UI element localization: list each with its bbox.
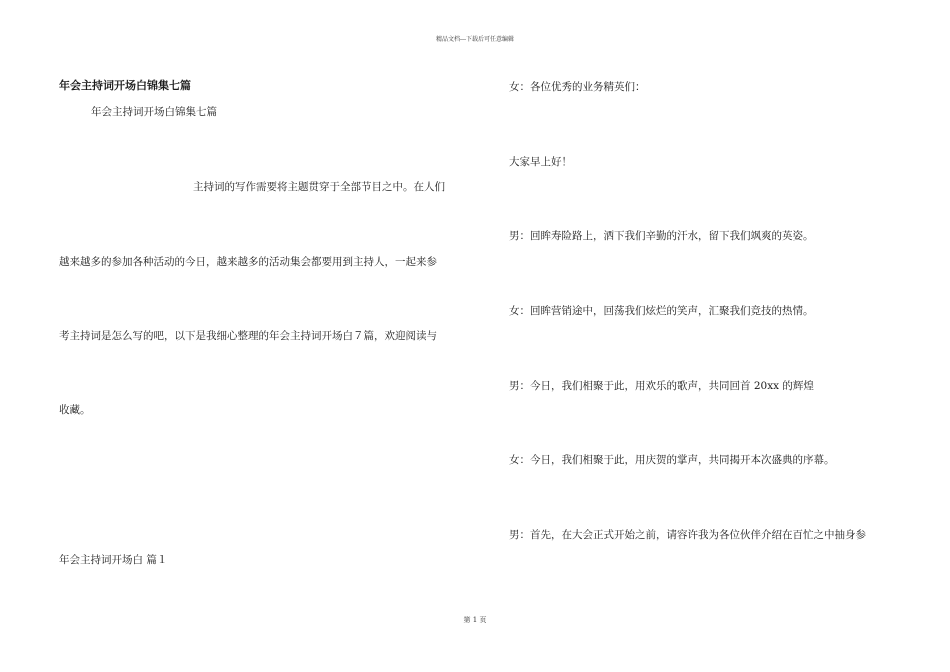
dialogue-line: 男：回眸寿险路上，洒下我们辛勤的汗水，留下我们飒爽的英姿。 — [509, 230, 814, 242]
document-subtitle: 年会主持词开场白锦集七篇 — [91, 106, 217, 118]
dialogue-line: 大家早上好！ — [509, 156, 572, 168]
paragraph-line: 考主持词是怎么写的吧，以下是我细心整理的年会主持词开场白７篇，欢迎阅读与 — [59, 330, 437, 342]
page-header: 精品文档---下载后可任意编辑 — [435, 36, 515, 43]
section-heading: 年会主持词开场白 篇１ — [59, 554, 168, 566]
paragraph-line: 越来越多的参加各种活动的今日，越来越多的活动集会都要用到主持人，一起来参 — [59, 256, 437, 268]
paragraph-line: 主持词的写作需要将主题贯穿于全部节目之中。在人们 — [193, 181, 445, 193]
dialogue-line: 男：首先，在大会正式开始之前，请容许我为各位伙伴介绍在百忙之中抽身参 — [509, 529, 866, 541]
dialogue-line: 女：回眸营销途中，回荡我们炫烂的笑声，汇聚我们竞技的热情。 — [509, 305, 814, 317]
dialogue-line: 女：今日，我们相聚于此，用庆贺的掌声，共同揭开本次盛典的序幕。 — [509, 454, 835, 466]
page-footer: 第 1 页 — [463, 616, 487, 624]
dialogue-line: 女：各位优秀的业务精英们： — [509, 81, 646, 93]
paragraph-line: 收藏。 — [59, 404, 91, 416]
dialogue-line: 男：今日，我们相聚于此，用欢乐的歌声，共同回首 20xx 的辉煌 — [509, 380, 814, 392]
document-title: 年会主持词开场白锦集七篇 — [59, 79, 191, 92]
